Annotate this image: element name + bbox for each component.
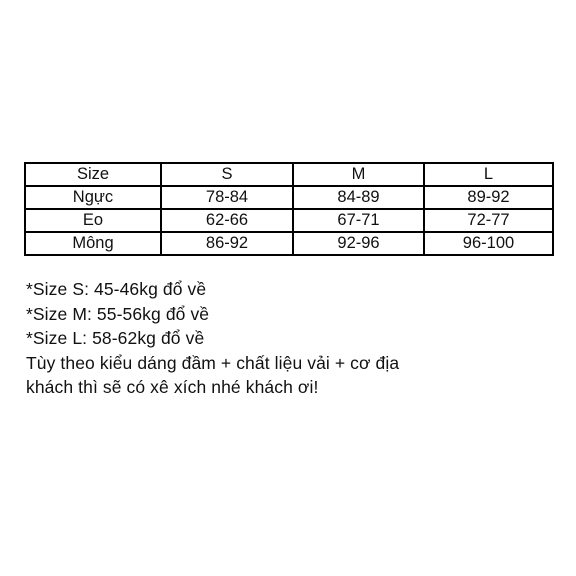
row-label: Eo	[25, 209, 161, 232]
table-cell: 92-96	[293, 232, 424, 255]
table-header-row	[25, 163, 553, 186]
note-size-s: *Size S: 45-46kg đổ về	[26, 279, 207, 299]
header-cell-l: L	[424, 163, 553, 186]
note-size-l: *Size L: 58-62kg đổ về	[26, 328, 205, 348]
table-cell: 67-71	[293, 209, 424, 232]
header-cell-m: M	[293, 163, 424, 186]
note-fit-disclaimer-line2: khách thì sẽ có xê xích nhé khách ơi!	[26, 377, 319, 397]
table-cell: 96-100	[424, 232, 553, 255]
table-row-waist	[25, 209, 553, 232]
table-row-chest	[25, 186, 553, 209]
table-cell: 72-77	[424, 209, 553, 232]
note-fit-disclaimer-line1: Tùy theo kiểu dáng đầm + chất liệu vải + cơ địa	[26, 352, 400, 373]
table-cell: 89-92	[424, 186, 553, 209]
table-cell: 78-84	[161, 186, 293, 209]
table-cell: 86-92	[161, 232, 293, 255]
table-row-hip	[25, 232, 553, 255]
table-cell: 84-89	[293, 186, 424, 209]
row-label: Mông	[25, 232, 161, 255]
header-cell-s: S	[161, 163, 293, 186]
note-size-m: *Size M: 55-56kg đổ về	[26, 303, 210, 324]
size-notes	[26, 277, 556, 400]
size-chart-table	[24, 162, 554, 256]
table-cell: 62-66	[161, 209, 293, 232]
header-cell-size: Size	[25, 163, 161, 186]
row-label: Ngực	[25, 186, 161, 209]
